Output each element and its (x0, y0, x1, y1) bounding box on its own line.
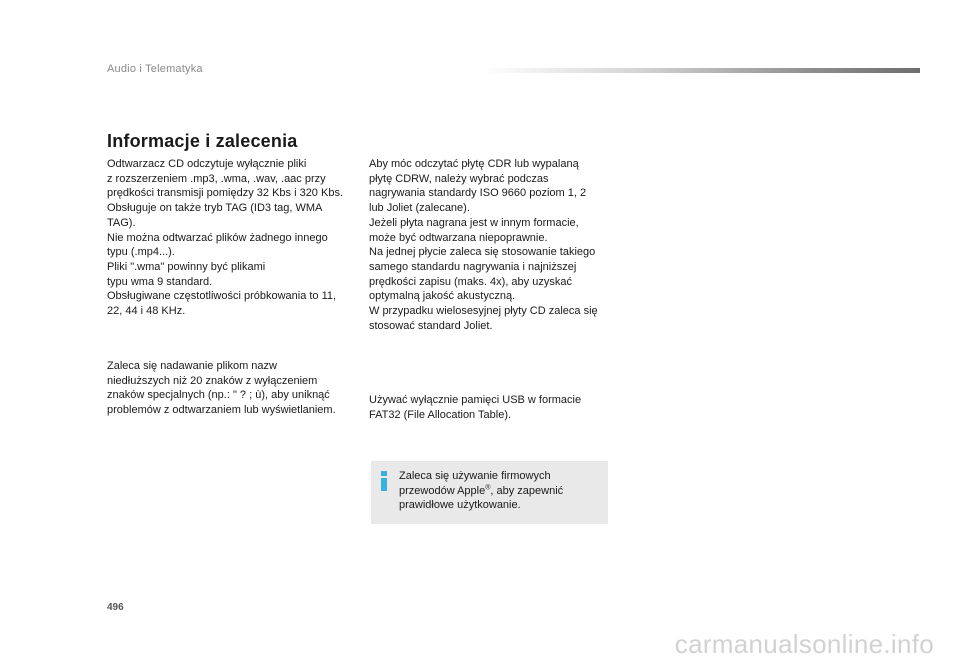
usb-format-paragraph: Używać wyłącznie pamięci USB w formacie FAT32 (File Allocation Table). (369, 394, 582, 421)
header-title: Audio i Telematyka (107, 63, 203, 75)
page-number: 496 (107, 602, 124, 613)
header-divider (480, 68, 920, 73)
cd-formats-paragraph: Odtwarzacz CD odczytuje wyłącznie pliki z rozszerzeniem .mp3, .wma, .wav, .aac przy prędkości transmisji pomiędzy 32 Kbs i 320 Kbs. Obsługuje on także tryb TAG (ID3 tag, WMA TAG). Nie można odtwarzać plików żadnego innego typu (.mp4...). Pliki ".wma" powinny być plikami typu wma 9 standard. Obsługiwane częstotliwości próbkowania to 11, 22, 44 i 48 KHz. (107, 158, 343, 318)
info-note-box (371, 461, 608, 524)
info-note-text-before: Zaleca się używanie firmowych przewodów Apple (399, 470, 551, 497)
section-title: Informacje i zalecenia (107, 131, 298, 151)
info-note-text (399, 469, 604, 513)
file-naming-paragraph: Zaleca się nadawanie plikom nazw niedłuższych niż 20 znaków z wyłączeniem znaków specjalnych (np.: " ? ; ù), aby uniknąć problemów z odtwarzaniem lub wyświetlaniem. (107, 360, 336, 417)
cd-burning-paragraph: Aby móc odczytać płytę CDR lub wypalaną płytę CDRW, należy wybrać podczas nagrywania standardy ISO 9660 poziom 1, 2 lub Joliet (zalecane). Jeżeli płyta nagrana jest w innym formacie, może być odtwarzana niepoprawnie. Na jednej płycie zaleca się stosowanie takiego samego standardu nagrywania i najniższej prędkości zapisu (maks. 4x), aby uzyskać optymalną jakość akustyczną. W przypadku wielosesyjnej płyty CD zaleca się stosować standard Joliet. (369, 158, 598, 332)
info-note-text-after: , aby zapewnić prawidłowe użytkowanie. (399, 484, 564, 512)
registered-mark: ® (485, 484, 491, 492)
watermark: carmanualsonline.info (674, 629, 934, 659)
info-icon (380, 471, 388, 491)
